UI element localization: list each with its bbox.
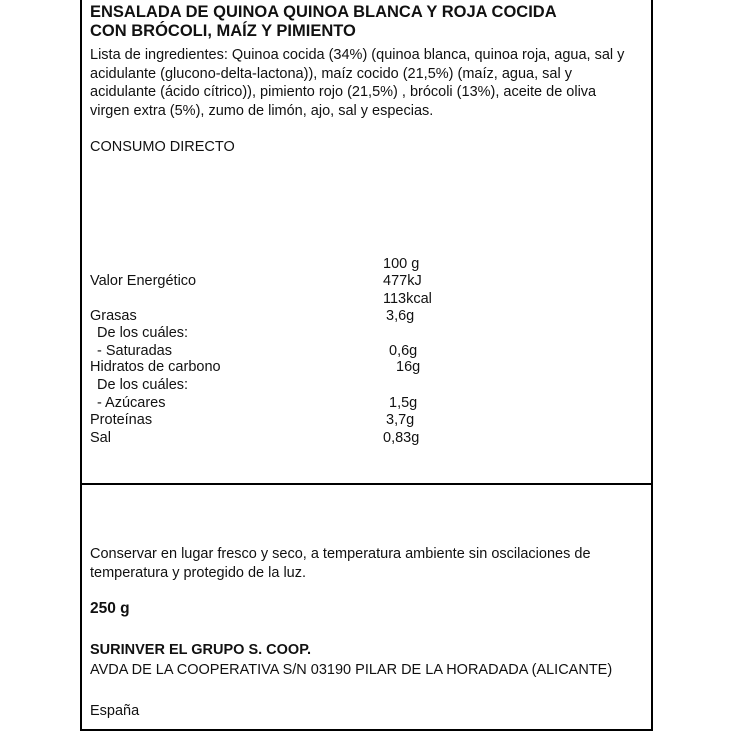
nutrition-label-of-which-1: De los cuáles:: [97, 325, 189, 341]
product-title-line-2: CON BRÓCOLI, MAÍZ Y PIMIENTO: [90, 22, 356, 40]
nutrition-label-protein: Proteínas: [90, 412, 153, 428]
divider-1: [80, 483, 653, 485]
nutrition-value-sugars: 1,5g: [389, 395, 418, 411]
net-weight: 250 g: [90, 600, 130, 617]
storage-text-line-2: temperatura y protegido de la luz.: [90, 565, 307, 581]
company-address: AVDA DE LA COOPERATIVA S/N 03190 PILAR DE LA HORADADA (ALICANTE): [90, 662, 613, 678]
nutrition-label-sugars: - Azúcares: [97, 395, 166, 411]
nutrition-value-protein: 3,7g: [386, 412, 415, 428]
storage-text-line-1: Conservar en lugar fresco y seco, a temperatura ambiente sin oscilaciones de: [90, 546, 591, 562]
product-title-line-1: ENSALADA DE QUINOA QUINOA BLANCA Y ROJA COCIDA: [90, 3, 557, 21]
nutrition-value-kj: 477kJ: [383, 273, 422, 289]
nutrition-value-kcal: 113kcal: [383, 291, 432, 307]
nutrition-per-header: 100 g: [383, 256, 420, 272]
nutrition-value-fat: 3,6g: [386, 308, 415, 324]
nutrition-value-saturated: 0,6g: [389, 343, 418, 359]
nutrition-value-salt: 0,83g: [383, 430, 420, 446]
nutrition-label-saturated: - Saturadas: [97, 343, 172, 359]
nutrition-value-carbs: 16g: [396, 359, 421, 375]
nutrition-label-salt: Sal: [90, 430, 111, 446]
usage-text: CONSUMO DIRECTO: [90, 139, 235, 155]
nutrition-label-fat: Grasas: [90, 308, 137, 324]
ingredients-text: Lista de ingredientes: Quinoa cocida (34%) (quinoa blanca, quinoa roja, agua, sal y acidulante (glucono-delta-lactona)), maíz cocido (21,5%) (maíz, agua, sal y acidulante (ácido cítrico)), pimiento rojo (21,5%) , brócoli (13%), aceite de oliva virgen extra (5%), zumo de limón, ajo, sal y especias.: [90, 47, 625, 119]
company-name: SURINVER EL GRUPO S. COOP.: [90, 642, 312, 658]
nutrition-label-carbs: Hidratos de carbono: [90, 359, 221, 375]
nutrition-label-energy: Valor Energético: [90, 273, 197, 289]
country-of-origin: España: [90, 703, 140, 719]
nutrition-label-of-which-2: De los cuáles:: [97, 377, 189, 393]
